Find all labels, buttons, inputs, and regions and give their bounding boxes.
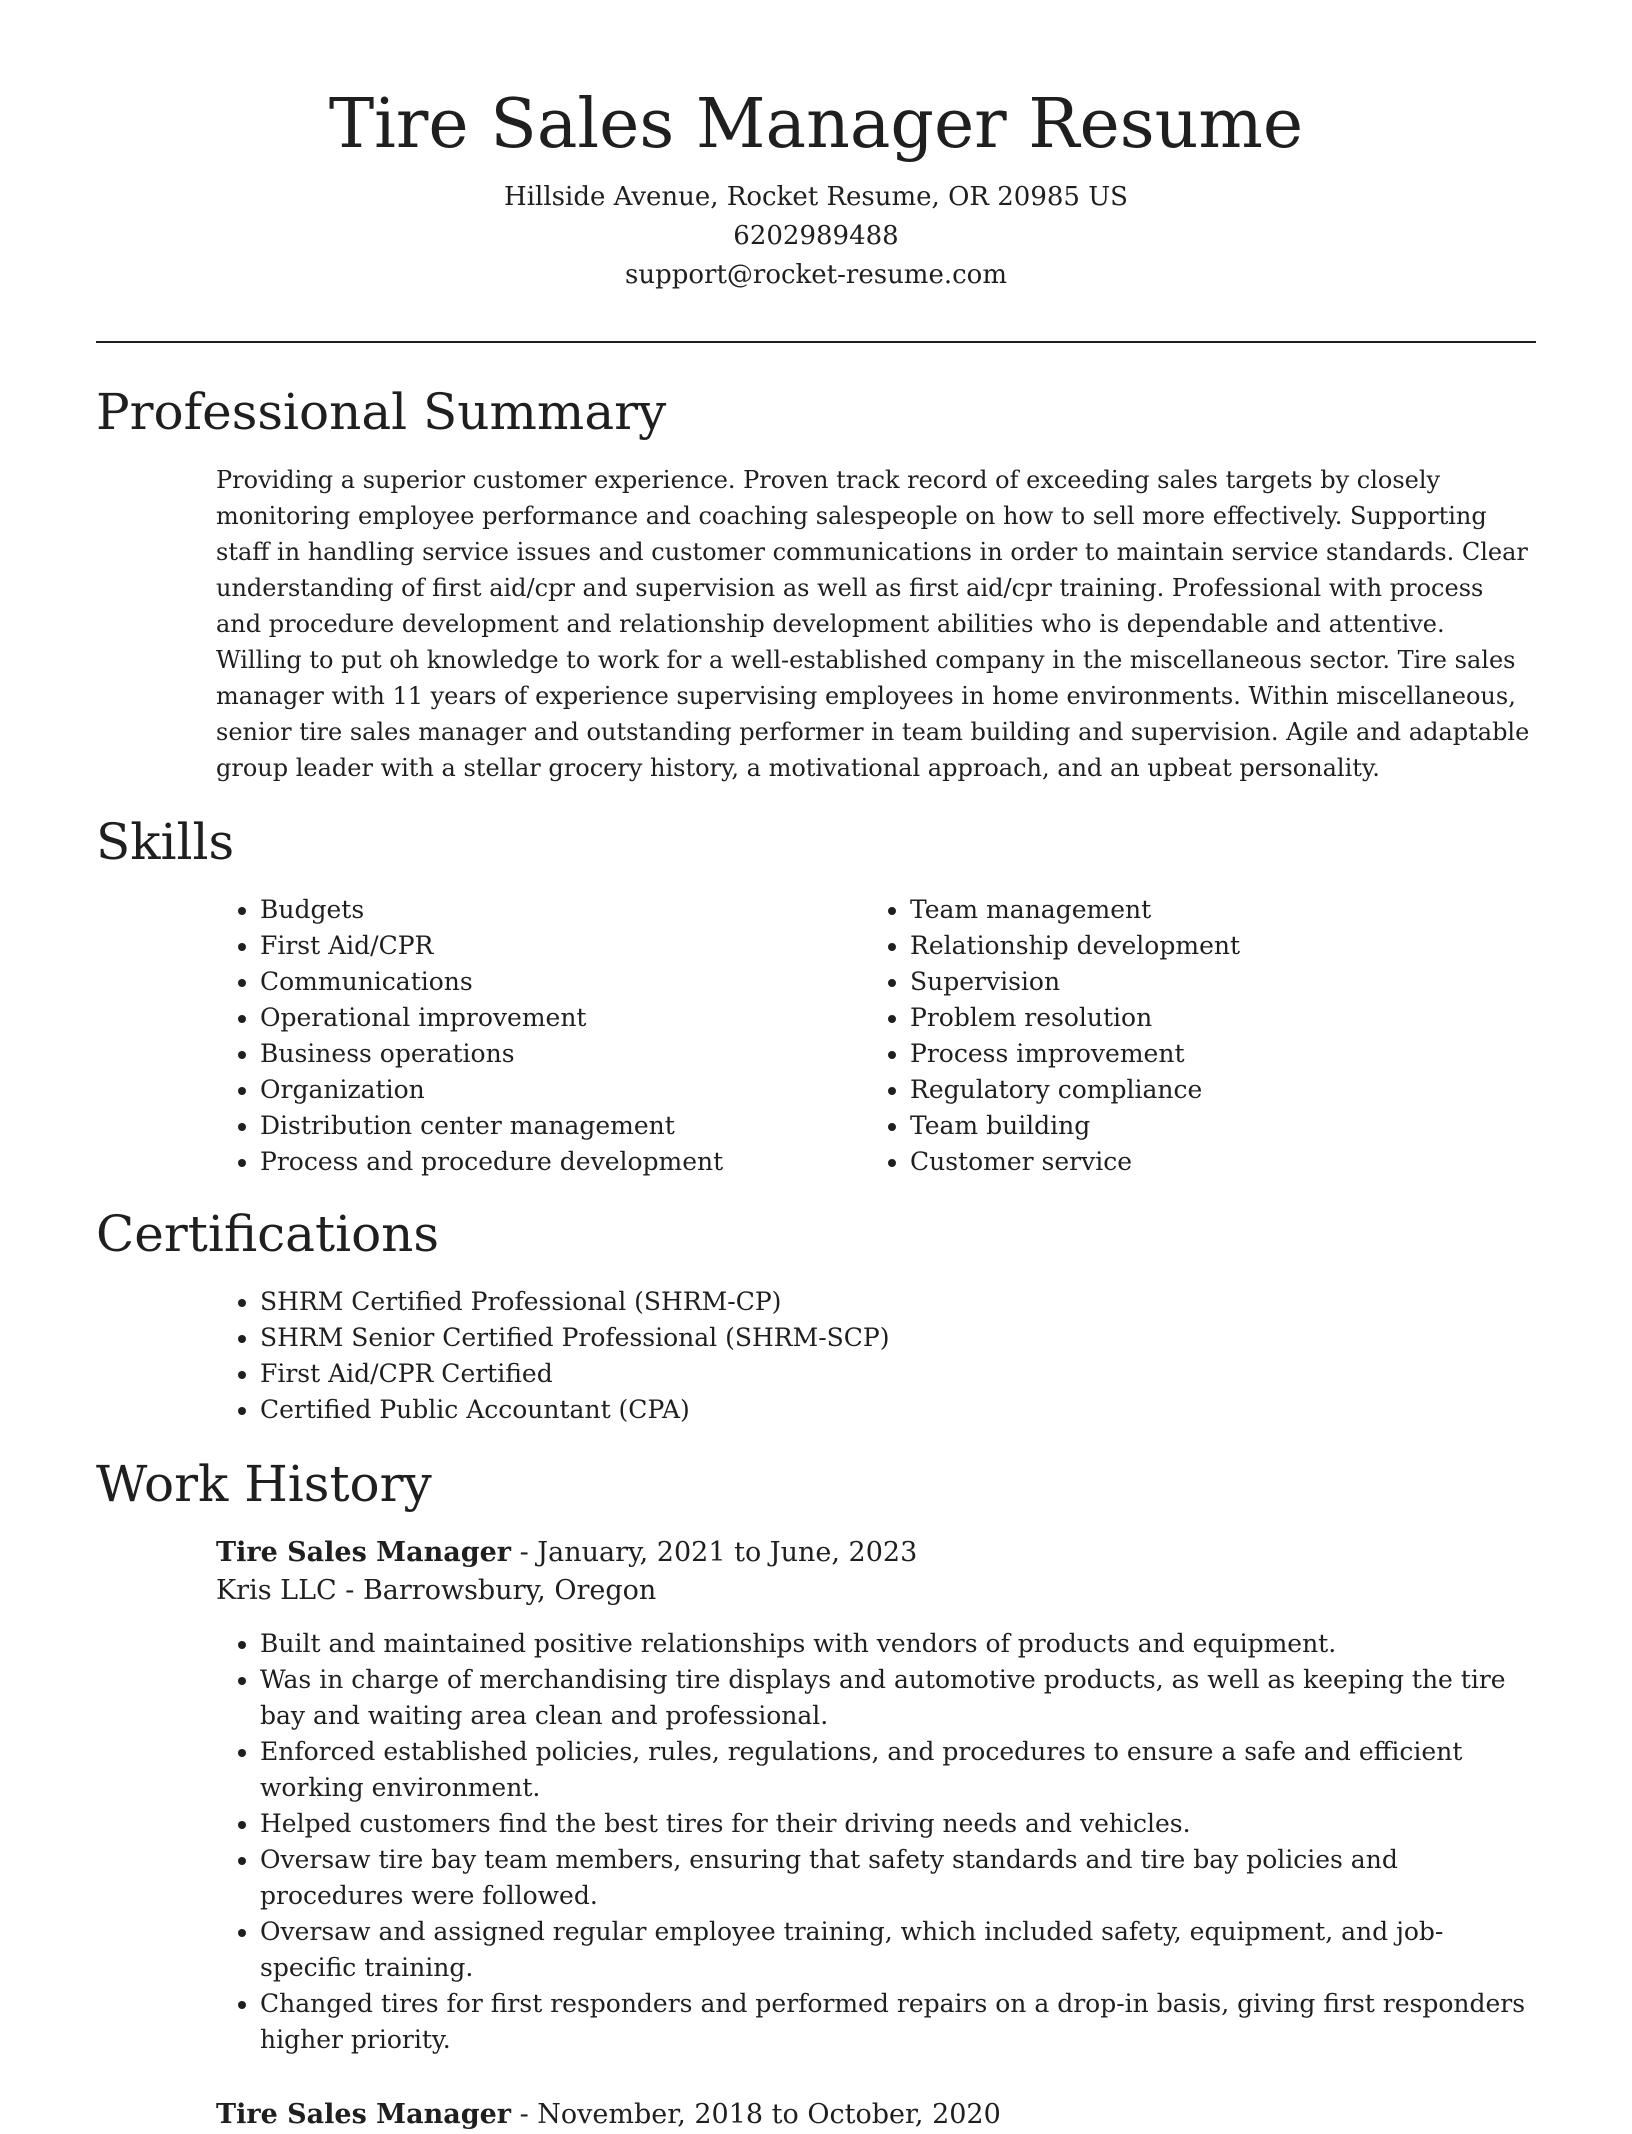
job-bullet: • Changed tires for first responders and performed repairs on a drop-in basis, giving first responders higher priority. bbox=[260, 1986, 1536, 2058]
certification-item: • SHRM Certified Professional (SHRM-CP) bbox=[260, 1284, 1516, 1320]
job-bullet: • Built and maintained positive relationships with vendors of products and equipment. bbox=[260, 1626, 1536, 1662]
work-entry bbox=[216, 2096, 1536, 2134]
certifications-block bbox=[216, 1284, 1516, 1428]
skills-list-left bbox=[216, 892, 836, 1180]
header-divider bbox=[96, 341, 1536, 343]
job-responsibilities bbox=[216, 1626, 1536, 2058]
work-entry bbox=[216, 1534, 1536, 2058]
skill-item: • Supervision bbox=[910, 964, 1516, 1000]
job-bullet: • Was in charge of merchandising tire displays and automotive products, as well as keeping the tire bay and waiting area clean and professional. bbox=[260, 1662, 1536, 1734]
certification-item: • SHRM Senior Certified Professional (SHRM-SCP) bbox=[260, 1320, 1516, 1356]
job-title: Tire Sales Manager bbox=[216, 1537, 511, 1568]
certification-item: • First Aid/CPR Certified bbox=[260, 1356, 1516, 1392]
job-title: Tire Sales Manager bbox=[216, 2099, 511, 2130]
resume-title: Tire Sales Manager Resume bbox=[328, 85, 1304, 164]
skill-item: • Operational improvement bbox=[260, 1000, 836, 1036]
skill-item: • Organization bbox=[260, 1072, 836, 1108]
section-title-work-history: Work History bbox=[96, 1455, 432, 1513]
skills-column-right bbox=[866, 892, 1516, 1180]
job-heading bbox=[216, 2096, 1536, 2134]
job-dates: - January, 2021 to June, 2023 bbox=[510, 1537, 918, 1568]
job-bullet: • Helped customers find the best tires for their driving needs and vehicles. bbox=[260, 1806, 1536, 1842]
contact-email: support@rocket-resume.com bbox=[624, 260, 1007, 290]
job-bullet: • Oversaw and assigned regular employee training, which included safety, equipment, and job-specific training. bbox=[260, 1914, 1536, 1986]
certification-item: • Certified Public Accountant (CPA) bbox=[260, 1392, 1516, 1428]
skill-item: • Team management bbox=[910, 892, 1516, 928]
section-title-skills: Skills bbox=[96, 813, 235, 871]
certifications-list bbox=[216, 1284, 1516, 1428]
skills-list-right bbox=[866, 892, 1516, 1180]
job-bullet-list bbox=[216, 1626, 1536, 2058]
skill-item: • First Aid/CPR bbox=[260, 928, 836, 964]
skill-item: • Customer service bbox=[910, 1144, 1516, 1180]
summary-text: Providing a superior customer experience. Proven track record of exceeding sales targets by closely monitoring employee performance and coaching salespeople on how to sell more effectively. Supporting staff in handling service issues and customer communications in order to maintain service standards. Clear understanding of first aid/cpr and supervision as well as first aid/cpr training. Professional with process and procedure development and relationship development abilities who is dependable and attentive. Willing to put oh knowledge to work for a well-established company in the miscellaneous sector. Tire sales manager with 11 years of experience supervising employees in home environments. Within miscellaneous, senior tire sales manager and outstanding performer in team building and supervision. Agile and adaptable group leader with a stellar grocery history, a motivational approach, and an upbeat personality. bbox=[216, 466, 1530, 782]
job-dates: - November, 2018 to October, 2020 bbox=[510, 2099, 1001, 2130]
resume-header bbox=[0, 80, 1632, 295]
contact-phone: 6202989488 bbox=[733, 221, 899, 251]
skill-item: • Process and procedure development bbox=[260, 1144, 836, 1180]
job-bullet: • Oversaw tire bay team members, ensuring that safety standards and tire bay policies and procedures were followed. bbox=[260, 1842, 1536, 1914]
skill-item: • Regulatory compliance bbox=[910, 1072, 1516, 1108]
skill-item: • Process improvement bbox=[910, 1036, 1516, 1072]
skill-item: • Team building bbox=[910, 1108, 1516, 1144]
skills-column-left bbox=[216, 892, 836, 1180]
skill-item: • Relationship development bbox=[910, 928, 1516, 964]
contact-address: Hillside Avenue, Rocket Resume, OR 20985 US bbox=[504, 182, 1128, 212]
job-bullet: • Enforced established policies, rules, regulations, and procedures to ensure a safe and efficient working environment. bbox=[260, 1734, 1536, 1806]
skill-item: • Business operations bbox=[260, 1036, 836, 1072]
job-heading bbox=[216, 1534, 1536, 1572]
skill-item: • Communications bbox=[260, 964, 836, 1000]
job-company-location: Kris LLC - Barrowsbury, Oregon bbox=[216, 1575, 657, 1606]
skill-item: • Distribution center management bbox=[260, 1108, 836, 1144]
skill-item: • Budgets bbox=[260, 892, 836, 928]
section-title-summary: Professional Summary bbox=[96, 383, 667, 441]
skill-item: • Problem resolution bbox=[910, 1000, 1516, 1036]
section-title-certifications: Certifications bbox=[96, 1205, 440, 1263]
